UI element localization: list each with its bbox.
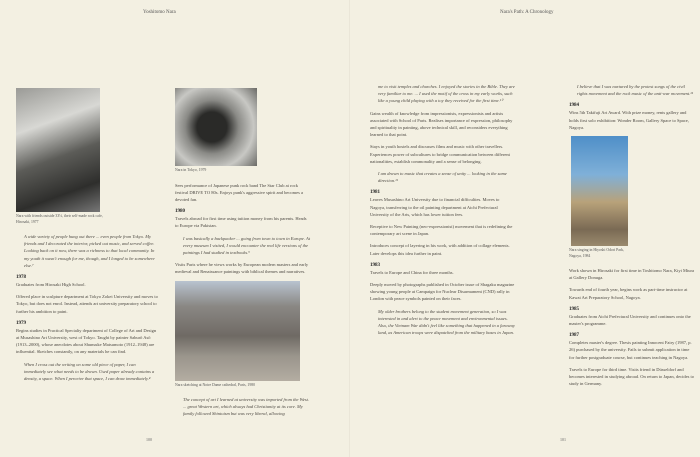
photo-caption: Nara in Tokyo, 1979: [175, 168, 207, 172]
entry-text: Sees performance of Japanese punk rock band The Star Club at rock festival DRIVE TO 80s. Enjoys punk's aggressive spirit and becomes a devoted fan.: [175, 182, 303, 202]
entry-text: Towards end of fourth year, begins work as part-time instructor at Kawai Art Preparatory School, Nagoya.: [569, 287, 688, 300]
quote: A wide variety of people hung out there ... even people from Tokyo. My friends and I decorated the interior, picked out music, and served coffee. Looking back on it now, there was a richness to that local community. In my youth it wasn't enough for me, though, and I longed to be somewhere else.⁷: [24, 234, 155, 268]
quote: My older brothers belong to the student movement generation, so I was interested in and alert to the peace movement and environmental issues. Also, the Vietnam War didn't feel like something that happened in a faraway land, as American troops were dispatched from the military bases in Japan.: [378, 308, 515, 336]
entry-text: Introduces concept of layering in his work, with addition of collage elements. Later develops this idea further in paint.: [370, 243, 510, 256]
quote: I am drawn to music that creates a sense of unity ... looking in the same direction.¹¹: [378, 171, 507, 184]
entry-text: Graduates from Hirosaki High School.: [16, 282, 86, 288]
year-heading: 1983: [370, 262, 380, 268]
book-spine: [349, 0, 351, 457]
photo-caption: Nara singing in Hiyoshi Odori Park, Nagoya, 1984: [569, 248, 625, 258]
year-heading: 1987: [569, 333, 579, 339]
quote: I was basically a backpacker ... going from town to town in Europe. At every museum I visited, I would encounter the real life versions of the paintings I had studied in textbooks.⁹: [183, 235, 310, 255]
quote: When I cross out the writing on some old piece of paper, I can immediately see what needs to be drawn. Used paper already contains a density, a space. When I perceive that space, I can draw immediately.⁸: [24, 361, 155, 382]
quote: I believe that I was nurtured by the protest songs of the civil rights movement and the rock music of the anti-war movement.¹²: [577, 84, 694, 97]
year-heading: 1985: [569, 306, 579, 312]
year-heading: 1984: [569, 103, 579, 109]
entry-text: Completes master's degree. Thesis painting Innocent Fairy (1987, p. 26) purchased by the university. Fails to submit application in time for further postgraduate course, but continues teaching in Nagoya.: [569, 340, 692, 360]
running-head-left: Yoshitomo Nara: [143, 10, 176, 15]
page-number-left: 100: [146, 437, 152, 442]
entry-text: Visits Paris where he views works by European modern masters and early medieval and Renaissance paintings with biblical themes and narratives.: [175, 262, 309, 275]
entry-text: Travels to Europe and China for three months.: [370, 269, 454, 275]
year-heading: 1979: [16, 320, 26, 326]
quote: The concept of art I learned at university was imported from the West. ... great Western art, which always had Christianity at its core. My family followed Shintoism but was very liberal, allowing: [183, 397, 310, 417]
entry-text: Offered place in sculpture department at Tokyo Zokei University and moves to Tokyo, but does not enrol. Instead, attends art university preparatory school to further his ambition to paint.: [16, 294, 158, 314]
year-heading: 1978: [16, 275, 26, 281]
column-4: [569, 83, 694, 392]
column-3: [370, 83, 515, 341]
photo-notre-dame: [175, 281, 300, 381]
photo-singing-nagoya: [571, 136, 628, 246]
photo-nara-tokyo: [175, 88, 257, 166]
page-number-right: 101: [560, 437, 566, 442]
entry-text: Receptive to New Painting (neo-expressionist) movement that is redefining the contemporary art scene in Japan.: [370, 224, 513, 237]
photo-caption: Nara with friends outside 33⅓, their self-made rock cafe, Hirosaki, 1977: [16, 214, 103, 224]
entry-text: Stays in youth hostels and discusses films and music with other travellers. Experiences power of subcultures to bridge communication between different nationalities, establish commonality and a sense of belonging.: [370, 144, 510, 164]
entry-text: Deeply moved by photographs published in October issue of Shagaku magazine showing young people at Campaign for Nuclear Disarmament (CND) rally in London with peace symbols painted on their faces.: [370, 282, 515, 302]
year-heading: 1981: [370, 190, 380, 196]
photo-friends-cafe: [16, 88, 100, 212]
photo-caption: Nara sketching at Notre Dame cathedral, Paris, 1980: [175, 382, 256, 387]
entry-text: Wins 5th Takifuji Art Award. With prize money, rents gallery and holds first solo exhibition: Wonder Room, Gallery Space to Space, Nagoya.: [569, 110, 689, 130]
entry-text: Graduates from Aichi Prefectural University and continues onto the master's programme.: [569, 313, 691, 327]
entry-text: Gains wealth of knowledge from impressionists, expressionists and artists associated with School of Paris. Realises importance of expression, philosophy and spirituality in painting, above technical skill, and reconsiders everything learned to that point.: [370, 110, 513, 138]
quote: me to visit temples and churches. I enjoyed the stories in the Bible. They are very familiar to me. ... I used the motif of the cross in my early works, such like a young child playing with a toy they received for the first time.¹⁰: [378, 84, 515, 104]
column-2: [175, 88, 310, 423]
column-1: [16, 88, 158, 387]
running-head-right: Nara's Path: A Chronology: [500, 10, 554, 15]
year-heading: 1980: [175, 209, 185, 215]
entry-text: Travels abroad for first time using tuition money from his parents. Heads to Europe via Pakistan.: [175, 216, 307, 229]
entry-text: Work shown in Hirosaki for first time in Toshitomo Nara, Kiyi Miura at Gallery Donuga.: [569, 268, 694, 281]
entry-text: Begins studies in Practical Specialty department of College of Art and Design at Musashino Art University, west of Tokyo. Taught by painter Saburō Asō (1913–2000), whose anecdotes about Shunsuke Matsumoto (1912–1948) are influential. Sketches constantly, on any materials he can find.: [16, 327, 157, 355]
entry-text: Leaves Musashino Art University due to financial difficulties. Moves to Nagoya, transferring to the oil painting department at Aichi Prefectural University of the Arts, which has lower tuition fees.: [370, 197, 500, 217]
entry-text: Travels to Europe for third time. Visits friend in Düsseldorf and becomes interested in studying abroad. On return to Japan, decides to study in Germany.: [569, 366, 694, 387]
